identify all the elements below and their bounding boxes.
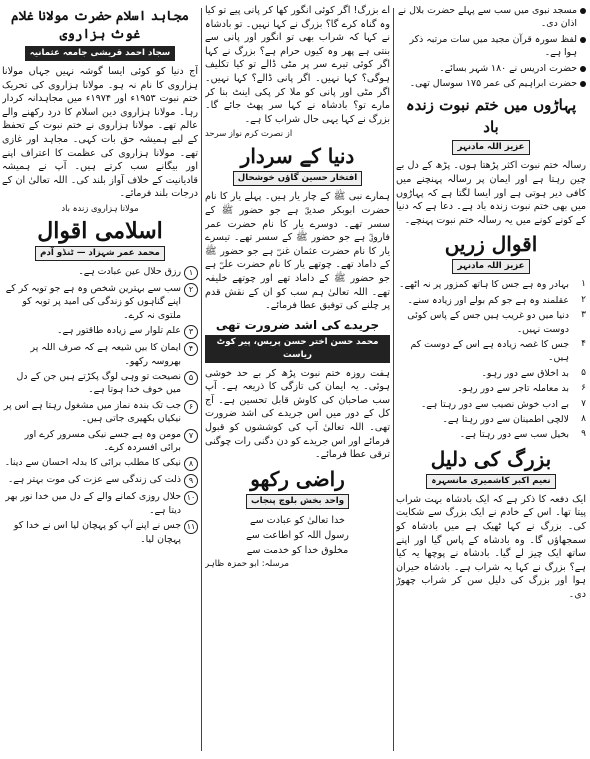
left-column: [2, 4, 198, 755]
column-divider: [393, 8, 394, 751]
story-credit: از نصرت کرم نواز سرحد: [205, 128, 293, 139]
sayings-list: [2, 265, 198, 546]
poem-heading: راضی رکھو: [250, 466, 345, 491]
list-item: ۵ بد اخلاق سے دور رہو۔: [481, 367, 586, 379]
list-item: ۱ رزق حلال عین عبادت ہے۔: [2, 265, 198, 280]
leaders-byline: افتخار حسین گاؤں خوشحال: [233, 171, 362, 186]
list-item: ۴ ایمان کا بیں شیعہ ہے کہ صرف اللہ پر بھروسہ رکھو۔: [2, 341, 198, 368]
right-column: [396, 4, 586, 755]
list-item: ۶ جب تک بندہ نماز میں مشغول رہتا ہے اس پر نیکیاں بکھیری جاتی ہیں۔: [2, 399, 198, 426]
list-item: لفظ سورہ قرآن مجید میں سات مرتبہ ذکر ہوا ہے۔: [396, 33, 586, 60]
tribute-credit: مولانا ہزاروی زندہ باد: [61, 202, 139, 213]
poem-byline: عزیز اللہ مادنہر: [452, 140, 529, 155]
poem-credit: مرسلہ: ابو حمزہ ظاہر: [205, 558, 290, 569]
sayings-list: [396, 278, 586, 441]
poem-line: مخلوق خدا کو خدمت سے: [246, 544, 349, 556]
list-item: ۱۱ جس نے اپنے آپ کو پہچان لیا اس نے خدا کو پہچان لیا۔: [2, 519, 198, 546]
bullet-icon: [580, 81, 586, 87]
tribute-text: آج دنیا کو کوئی ایسا گوشہ نہیں جہاں مولانا ہزاروی کا نام نہ ہو۔ مولانا ہزاروی کی تحریک ختم نبوت ۱۹۵۳ء اور ۱۹۷۴ء میں مجاہدانہ کردار رہا۔ مولانا ہزاروی دین اسلام کا درد رکھنے والے عالم تھے۔ مولانا ہزاروی نے ختم نبوت کے تحفظ کے لیے ہمیشہ حق بات کہی۔ مجاہد اور غازی تھے۔ مولانا ہزاروی کی عظمت کا اعتراف اپنے اور بیگانے سب کرتے ہیں۔ آپ نے ہمیشہ قادیانیت کے خلاف آواز بلند کی۔ اللہ تعالیٰ ان کے درجات بلند فرمائے۔: [2, 66, 198, 200]
bullet-icon: [580, 66, 586, 72]
list-item: ۳ دنیا میں دو غریب ہیں جس کے پاس کوئی دوست نہیں۔: [407, 310, 586, 335]
sayings-heading: اقوال زریں: [444, 232, 538, 257]
poem-byline: واحد بخش بلوچ پنجاب: [246, 494, 349, 509]
column-divider: [201, 8, 202, 751]
poem-line: خدا تعالیٰ کو عبادت سے: [249, 514, 345, 526]
sayings-byline: عزیز اللہ مادنہر: [452, 259, 529, 274]
story-byline: نعیم اکبر کاشمیری مانسہرہ: [426, 474, 555, 489]
list-item: ۸ نیکی کا مطلب برائی کا بدلہ احسان سے دینا۔: [2, 456, 198, 471]
list-item: ۱ بہادر وہ ہے جس کا ہاتھ کمزور پر نہ اٹھے۔: [399, 279, 586, 291]
leaders-heading: دنیا کے سردار: [240, 144, 355, 169]
list-item: حضرت ادریس نے ۱۸۰ شہر بسائے۔: [396, 62, 586, 75]
list-item: ۸ لالچی اطمینان سے دور رہتا ہے۔: [442, 414, 586, 426]
list-item: ۷ بے ادب خوش نصیب سے دور رہتا ہے۔: [420, 398, 586, 410]
middle-column: [205, 4, 390, 755]
need-heading: جریدے کی اشد ضرورت تھی: [215, 317, 380, 332]
list-item: ۶ بد معاملہ تاجر سے دور رہو۔: [457, 383, 586, 395]
list-item: ۱۰ حلال روزی کمانے والے کے دل میں خدا نور بھر دیتا ہے۔: [2, 490, 198, 517]
poem-heading: پہاڑوں میں ختم نبوت زندہ باد: [405, 96, 577, 137]
story-continued-text: اے بزرگ! اگر کوئی انگور کھا کر پانی پیے تو کیا وہ گناہ کرے گا؟ بزرگ نے کہا نہیں۔ تو بادشاہ نے کہا کہ شراب بھی تو انگور اور پانی سے بنتی ہے پھر وہ کیوں حرام ہے؟ بزرگ نے کہا اگر کوئی تیرے سر پر مٹی ڈالے تو کیا تکلیف ہوگی؟ کہا نہیں۔ اگر پانی ڈالے؟ کہا نہیں۔ اگر مٹی اور پانی کو ملا کر پکی اینٹ بنا کر مارے تو؟ بادشاہ نے کہا سر پھٹ جائے گا۔ بزرگ نے کہا یہی حال شراب کا ہے۔: [205, 5, 390, 125]
need-byline: محمد حسن اختر حسن پریس، پیر کوٹ ریاست: [205, 335, 390, 363]
bullet-icon: [580, 8, 586, 14]
bullet-icon: [580, 37, 586, 43]
poem-line: رسول اللہ کو اطاعت سے: [246, 529, 349, 541]
list-item: ۴ جس کا غصہ زیادہ ہے اس کے دوست کم ہیں۔: [410, 339, 586, 364]
list-item: ۵ نصیحت تو وہی لوگ پکڑتے ہیں جن کے دل میں خوف خدا ہوتا ہے۔: [2, 370, 198, 397]
need-text: ہفت روزہ ختم نبوت پڑھ کر بے حد خوشی ہوئی۔ یہ ایمان کی تازگی کا ذریعہ ہے۔ آپ سب صاحبان کی کاوش قابل تحسین ہے۔ آج کل کے دور میں اس جریدے کی اشد ضرورت تھی۔ اللہ تعالیٰ آپ کی کوششوں کو قبول فرمائے اور اس جریدے کو دن دگنی رات چوگنی ترقی عطا فرمائے۔: [205, 367, 390, 461]
poem-text: رسالہ ختم نبوت اکثر پڑھتا ہوں۔ پڑھ کے دل بے چین رہتا ہے اور ایمان پر رسالہ پہنچنے میں کافی دیر ہوتی ہے اور ایسا لگتا ہے کہ پہاڑوں میں بھی ختم نبوت زندہ باد ہے۔ دعا ہے کہ دنیا کے کونے کونے میں یہ رسالہ ختم نبوت پہنچے۔: [396, 160, 586, 226]
tribute-heading: مجاہد اسلام حضرت مولانا غلام غوث ہزاروی: [10, 9, 190, 42]
story-heading: بزرگ کی دلیل: [430, 446, 552, 471]
list-item: ۹ بخیل سب سے دور رہتا ہے۔: [459, 429, 586, 441]
list-item: ۲ عقلمند وہ ہے جو کم بولے اور زیادہ سنے۔: [407, 294, 586, 306]
list-item: ۳ علم تلوار سے زیادہ طاقتور ہے۔: [2, 324, 198, 339]
list-item: ۹ ذلت کی زندگی سے عزت کی موت بہتر ہے۔: [2, 473, 198, 488]
sayings-byline: محمد عمر شہزاد — ٹنڈو آدم: [35, 246, 165, 261]
leaders-text: ہمارے نبی ﷺ کے چار یار ہیں۔ پہلے یار کا نام حضرت ابوبکر صدیقؓ ہے جو حضور ﷺ کے سسر تھے۔ دوسرے یار کا نام حضرت عمر فاروقؓ ہے جو حضور ﷺ کے سسر تھے۔ تیسرے یار کا نام حضرت عثمان غنیؓ ہے جو حضور ﷺ کے داماد تھے۔ چوتھے یار کا نام حضرت علیؓ ہے جو حضور ﷺ کے داماد تھے اور چوتھے خلیفہ تھے۔ اللہ تعالیٰ ہم سب کو ان کے نقش قدم پر چلنے کی توفیق عطا فرمائے۔: [205, 191, 390, 312]
poem-lines: [205, 513, 390, 558]
list-item: ۲ سب سے بہترین شخص وہ ہے جو توبہ کر کے اپنے گناہوں کو زندگی کی امید پر توبہ کو ملتوی نہ کرے۔: [2, 282, 198, 322]
facts-list: [396, 4, 586, 90]
story-text: ایک دفعہ کا ذکر ہے کہ ایک بادشاہ بہت شراب پیتا تھا۔ اس کے خادم نے ایک بزرگ سے شکایت کی۔ بزرگ نے کہا ٹھیک ہے میں بادشاہ کو سمجھاؤں گا۔ وہ بادشاہ کے پاس گیا اور اپنے ساتھ ایک چیز لے گیا۔ بادشاہ نے پوچھا یہ کیا ہے؟ بزرگ نے کہا یہ شراب ہے۔ بادشاہ حیران ہوا اور بزرگ کی دلیل سن کر شراب چھوڑ دی۔: [396, 493, 586, 601]
list-item: حضرت ابراہیم کی عمر ۱۷۵ سوسال تھی۔: [396, 77, 586, 90]
list-item: ۷ مومن وہ ہے جسے نیکی مسرور کرے اور برائی افسردہ کرے۔: [2, 428, 198, 455]
sayings-heading: اسلامی اقوال: [37, 217, 163, 244]
list-item: مسجد نبوی میں سب سے پہلے حضرت بلال نے اذان دی۔: [396, 4, 586, 31]
tribute-byline: سجاد احمد قریشی جامعہ عثمانیہ: [25, 46, 176, 61]
